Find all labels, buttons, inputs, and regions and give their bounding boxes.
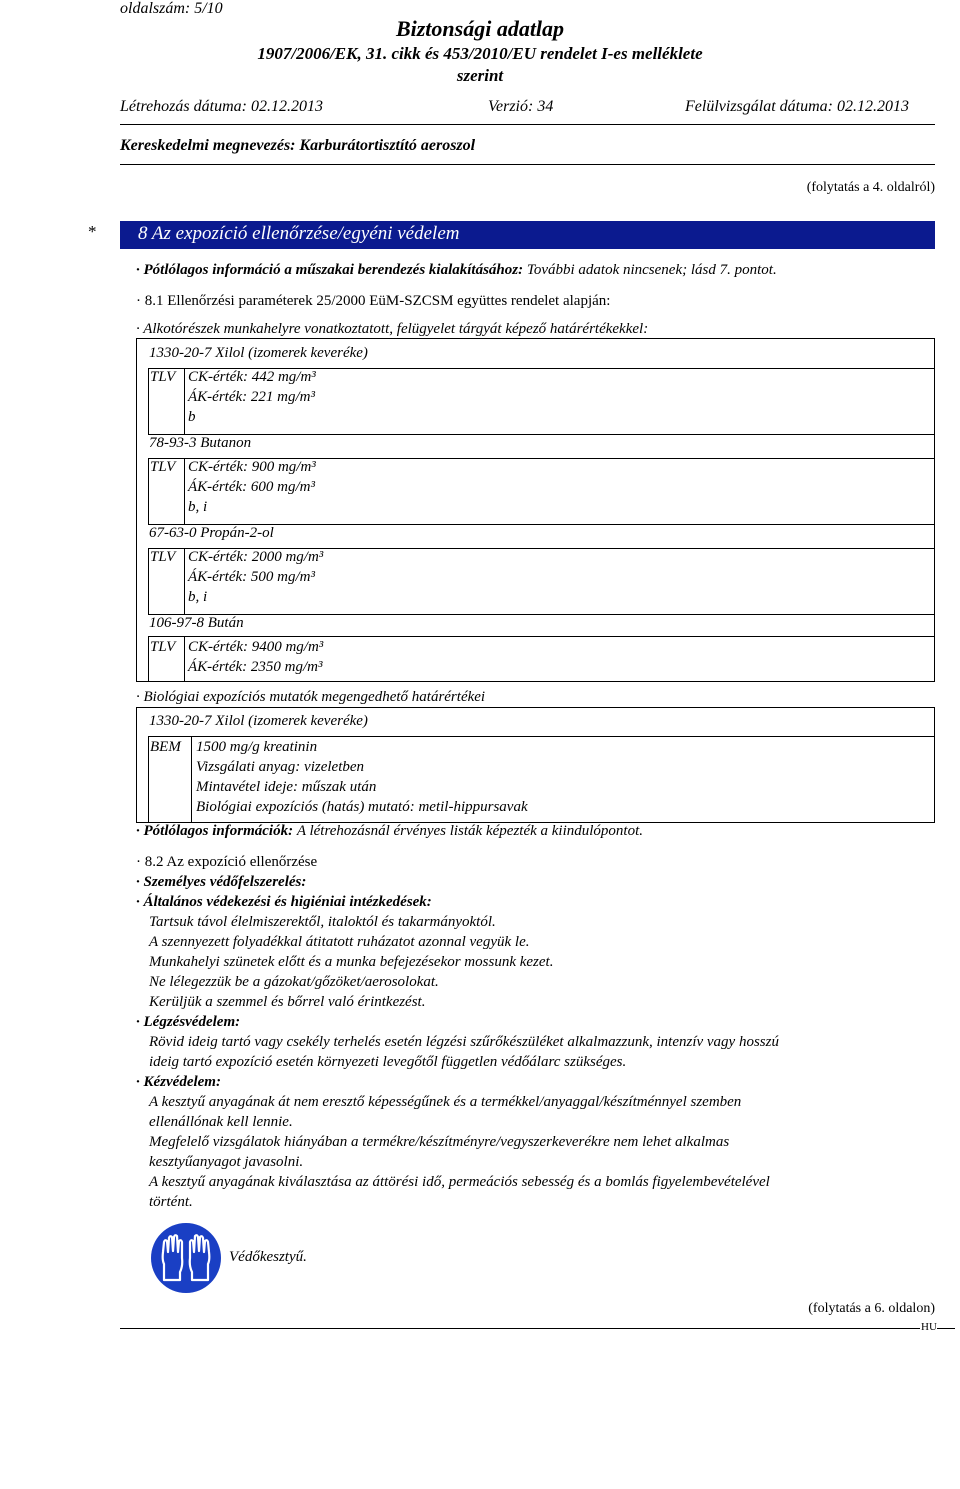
hand-line: kesztyűanyagot javasolni. (149, 1154, 304, 1170)
tech-info-label: · Pótlólagos információ a műszakai berendezés kialakításához: (136, 262, 524, 278)
tradename-divider (120, 164, 935, 165)
limit-value: CK-érték: 2000 mg/m³ (188, 549, 324, 565)
limit-note: b, i (188, 499, 208, 515)
divider (184, 368, 185, 434)
divider (148, 458, 149, 524)
limit-note: b, i (188, 589, 208, 605)
bio-type: BEM (150, 739, 181, 755)
bio-line: Vizsgálati anyag: vizeletben (196, 759, 365, 775)
divider (148, 736, 149, 823)
footer-divider-end (937, 1328, 955, 1329)
limits-heading: · Alkotórészek munkahelyre vonatkoztatott, felügyelet tárgyát képező határértékekkel: (136, 321, 649, 337)
limit-value: ÁK-érték: 2350 mg/m³ (188, 659, 323, 675)
limit-value: CK-érték: 9400 mg/m³ (188, 639, 324, 655)
review-date: Felülvizsgálat dátuma: 02.12.2013 (685, 98, 909, 115)
regulation-line: 1907/2006/EK, 31. cikk és 453/2010/EU rendelet I-es melléklete (257, 44, 703, 63)
substance-name: 1330-20-7 Xilol (izomerek keveréke) (149, 345, 368, 361)
resp-label: · Légzésvédelem: (136, 1014, 241, 1030)
bio-line: 1500 mg/g kreatinin (196, 739, 318, 755)
tech-info (136, 262, 777, 279)
divider (148, 736, 935, 737)
section-heading: 8 Az expozíció ellenőrzése/egyéni védelem (120, 221, 935, 249)
limit-type: TLV (150, 369, 176, 385)
resp-line: ideig tartó expozíció esetén környezeti levegőtől független védőálarc szükséges. (149, 1054, 627, 1070)
extra-info (136, 823, 643, 840)
control-heading: · 8.2 Az expozíció ellenőrzése (136, 854, 318, 870)
limit-value: ÁK-érték: 500 mg/m³ (188, 569, 315, 585)
substance-name: 67-63-0 Propán-2-ol (149, 525, 274, 541)
bio-line: Biológiai expozíciós (hatás) mutató: metil-hippursavak (196, 799, 528, 815)
hand-line: A kesztyű anyagának kiválasztása az áttörési idő, permeációs sebesség és a bomlás figyelembevételével (149, 1174, 770, 1190)
divider (148, 614, 935, 615)
extra-info-label: · Pótlólagos információk: (136, 823, 294, 839)
limit-type: TLV (150, 459, 176, 475)
substance-name: 78-93-3 Butanon (149, 435, 252, 451)
hand-line: A kesztyű anyagának át nem eresztő képességűnek és a termékkel/anyaggal/készítménnyel szemben (149, 1094, 742, 1110)
extra-info-value: A létrehozásnál érvényes listák képezték a kiindulópontot. (296, 823, 644, 839)
general-line: Kerüljük a szemmel és bőrrel való érintkezést. (149, 994, 426, 1010)
ppe-label: · Személyes védőfelszerelés: (136, 874, 307, 890)
continued-to: (folytatás a 6. oldalon) (808, 1301, 935, 1316)
limit-value: CK-érték: 900 mg/m³ (188, 459, 316, 475)
glove-caption: Védőkesztyű. (229, 1249, 307, 1265)
limit-note: b (188, 409, 196, 425)
general-line: Munkahelyi szünetek előtt és a munka befejezésekor mossunk kezet. (149, 954, 554, 970)
limit-value: ÁK-érték: 221 mg/m³ (188, 389, 315, 405)
limit-type: TLV (150, 549, 176, 565)
limit-value: ÁK-érték: 600 mg/m³ (188, 479, 315, 495)
divider (184, 458, 185, 524)
language-code: HU (921, 1321, 937, 1333)
regulation-suffix: szerint (456, 66, 504, 85)
created-date: Létrehozás dátuma: 02.12.2013 (120, 98, 323, 115)
header-divider (120, 124, 935, 125)
divider (148, 548, 149, 614)
divider (148, 636, 149, 682)
general-label: · Általános védekezési és higiéniai intézkedések: (136, 894, 432, 910)
divider (148, 636, 935, 637)
bio-heading: · Biológiai expozíciós mutatók megengedhető határértékei (136, 689, 486, 705)
divider (148, 434, 935, 435)
continued-from: (folytatás a 4. oldalról) (806, 180, 935, 195)
general-line: Tartsuk távol élelmiszerektől, italoktól és takarmányoktól. (149, 914, 496, 930)
general-line: Ne lélegezzük be a gázokat/gőzöket/aerosolokat. (149, 974, 439, 990)
revision-marker: * (88, 222, 97, 241)
hand-line: történt. (149, 1194, 193, 1210)
page-number: oldalszám: 5/10 (120, 0, 223, 17)
trade-name: Kereskedelmi megnevezés: Karburátortisztító aeroszol (120, 137, 476, 154)
gloves-icon (150, 1222, 222, 1294)
divider (184, 548, 185, 614)
limit-value: CK-érték: 442 mg/m³ (188, 369, 316, 385)
tech-info-value: További adatok nincsenek; lásd 7. pontot. (526, 262, 777, 278)
hand-label: · Kézvédelem: (136, 1074, 221, 1090)
version: Verzió: 34 (488, 98, 554, 115)
resp-line: Rövid ideig tartó vagy csekély terhelés esetén légzési szűrőkészüléket alkalmazzunk, intenzív vagy hosszú (149, 1034, 779, 1050)
divider (191, 736, 192, 823)
divider (148, 368, 149, 434)
bio-line: Mintavétel ideje: műszak után (196, 779, 377, 795)
divider (184, 636, 185, 682)
hand-line: Megfelelő vizsgálatok hiányában a termékre/készítményre/vegyszerkeverékre nem lehet alkalmas (149, 1134, 730, 1150)
document-title: Biztonsági adatlap (395, 16, 565, 41)
limit-type: TLV (150, 639, 176, 655)
hand-line: ellenállónak kell lennie. (149, 1114, 293, 1130)
bio-substance: 1330-20-7 Xilol (izomerek keveréke) (149, 713, 368, 729)
footer-divider (120, 1328, 920, 1329)
substance-name: 106-97-8 Bután (149, 615, 244, 631)
param-heading: · 8.1 Ellenőrzési paraméterek 25/2000 EüM-SZCSM együttes rendelet alapján: (136, 293, 611, 309)
general-line: A szennyezett folyadékkal átitatott ruházatot azonnal vegyük le. (149, 934, 530, 950)
